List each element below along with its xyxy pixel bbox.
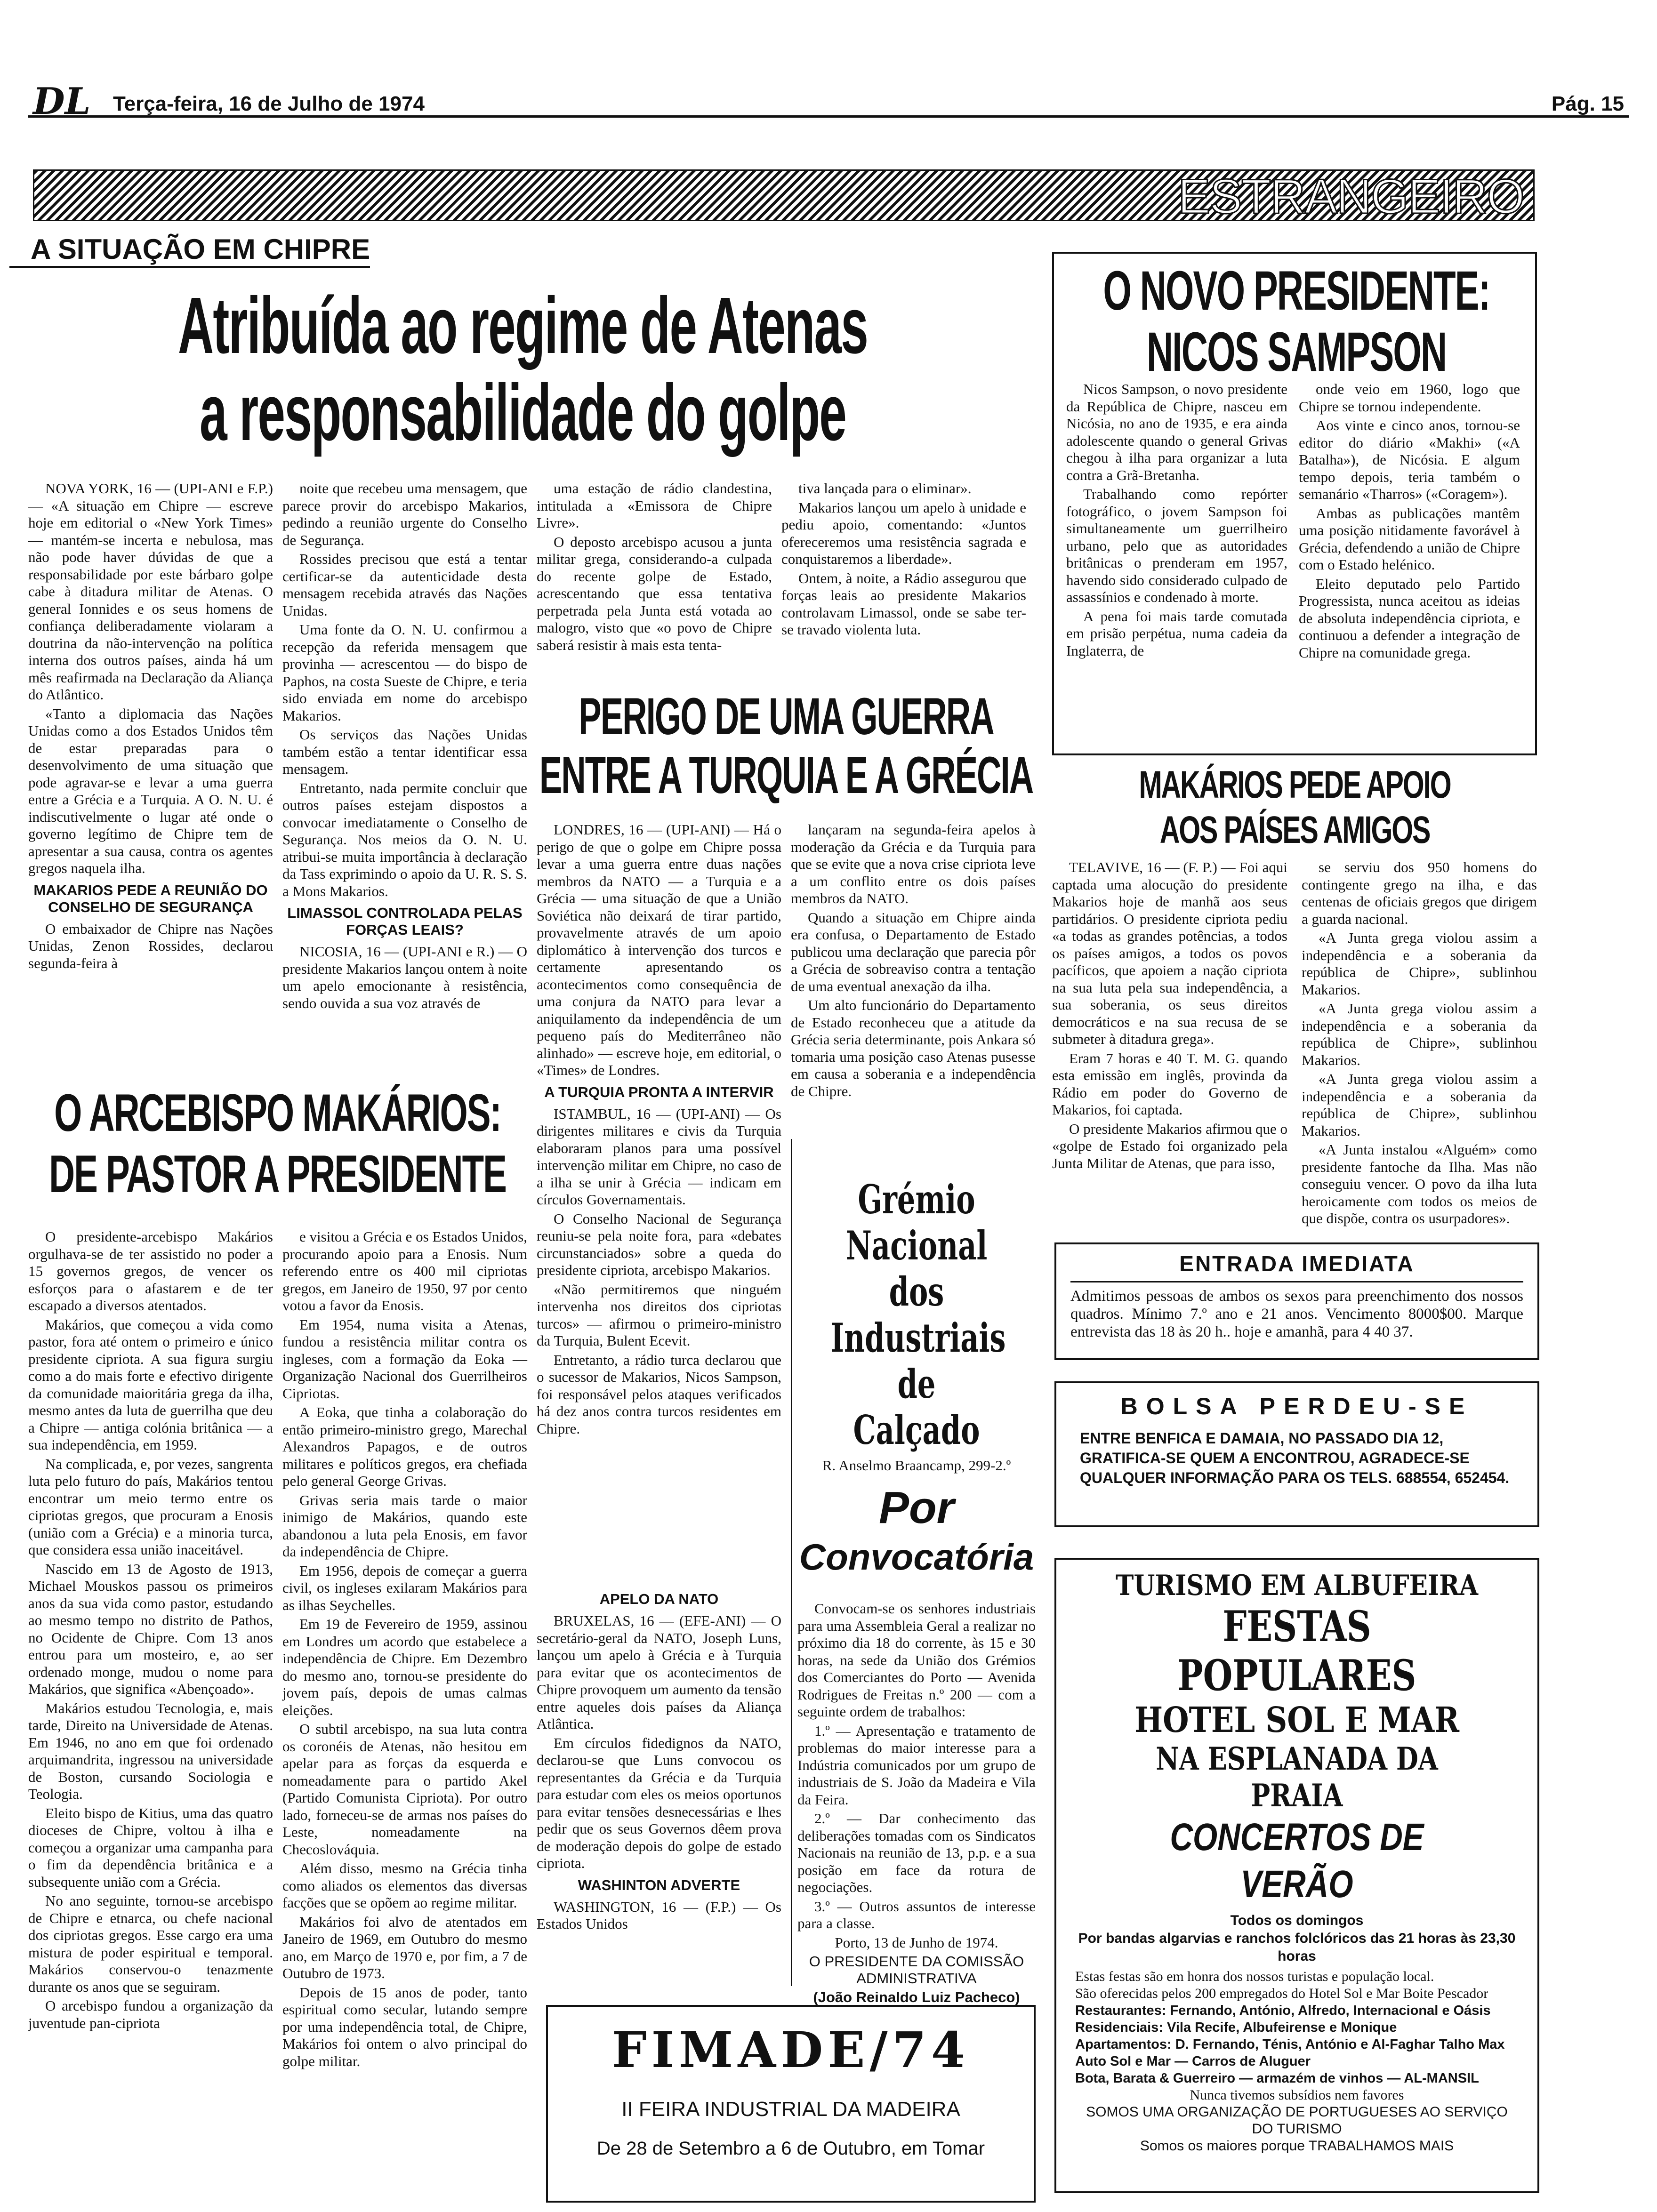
paragraph: Ontem, à noite, a Rádio assegurou que forças leais ao presidente Makarios controlavam Limassol, onde se sabe ter-se travado violenta luta. bbox=[781, 569, 1026, 638]
paragraph: Depois de 15 anos de poder, tanto espiritual como secular, lutando sempre por uma independência total, de Chipre, Makários foi ontem o alvo principal do golpe militar. bbox=[282, 1984, 527, 2069]
paragraph: uma estação de rádio clandestina, intitulada a «Emissora de Chipre Livre». bbox=[537, 480, 772, 531]
gremio-by-line2: Convocatória bbox=[799, 1536, 1034, 1578]
tourism-line-15: Nunca tivemos subsídios nem favores bbox=[1190, 2087, 1404, 2103]
paragraph: Uma fonte da O. N. U. confirmou a recepção da referida mensagem que provinha — acrescentou — do bispo de Paphos, na costa Sueste de Chipre, e teria sido enviada em nome do arcebispo Makarios. bbox=[282, 621, 527, 724]
paragraph: ISTAMBUL, 16 — (UPI-ANI) — Os dirigentes militares e civis da Turquia elaboraram planos para uma possível intervenção militar em Chipre, no caso de a ilha se unir à Grécia — indicam em círculos Governamentais. bbox=[537, 1105, 781, 1208]
lead-col-1 bbox=[28, 480, 273, 1082]
paragraph: Quando a situação em Chipre ainda era confusa, o Departamento de Estado publicou uma declaração que parecia pôr a Grécia de sobreaviso contra a tentação de uma eventual anexação da ilha. bbox=[791, 909, 1036, 994]
page-number: Pág. 15 bbox=[1551, 92, 1624, 115]
paragraph: «A Junta grega violou assim a independência e a soberania da república de Chipre», sublinhou Makarios. bbox=[1302, 1071, 1537, 1139]
appeal-headline-line1: MAKÁRIOS PEDE APOIO bbox=[1139, 763, 1451, 806]
lead-headline-line1: Atribuída ao regime de Atenas bbox=[178, 281, 868, 370]
appeal-col-1 bbox=[1052, 859, 1287, 1235]
paragraph: e visitou a Grécia e os Estados Unidos, procurando apoio para a Enosis. Num referendo entre os 400 mil cipriotas gregos, em Janeiro de 1950, 97 por cento votou a favor da Enosis. bbox=[282, 1228, 527, 1314]
paragraph: NOVA YORK, 16 — (UPI-ANI e F.P.) — «A situação em Chipre — escreve hoje em editorial o «New York Times» — mantém-se incerta e nebulosa, mas não pode haver dúvidas de que a responsabilidade por este bárbaro golpe cabe à ditadura militar de Atenas. O general Ionnides e os seus homens de confiança deliberadamente violaram a doutrina da não-intervenção na política interna dos outros países, ainda há um mês reafirmada na Declaração da Aliança do Atlântico. bbox=[28, 480, 273, 703]
tourism-line-9: São oferecidas pelos 200 empregados do Hotel Sol e Mar Boite Pescador bbox=[1075, 1986, 1488, 2001]
paragraph: TELAVIVE, 16 — (F. P.) — Foi aqui captada uma alocução do presidente Makarios hoje de manhã aos seus partidários. O presidente cipriota pediu «a todas as grandes potências, a todos os países amigos, a todos os povos pacíficos, que apoiem a nação cipriota na sua luta pela sua independência, a sua soberania, os seus direitos democráticos e na sua recusa de se submeter à ditadura grega». bbox=[1052, 859, 1287, 1047]
paragraph: Entretanto, nada permite concluir que outros países estejam dispostos a convocar imediatamente o Conselho de Segurança. Nos meios da O. N. U. atribui-se muita importância à declaração da Tass exprimindo o apoio da U. R. S. S. a Mons Makarios. bbox=[282, 779, 527, 899]
paragraph: Grivas seria mais tarde o maior inimigo de Makários, quando este abandonou a luta pela Enosis, em favor da independência de Chipre. bbox=[282, 1491, 527, 1560]
turkey-headline-line1: PERIGO DE UMA GUERRA bbox=[579, 688, 994, 745]
appeal-col-2 bbox=[1302, 859, 1537, 1235]
issue-date: Terça-feira, 16 de Julho de 1974 bbox=[113, 92, 425, 115]
paragraph: lançaram na segunda-feira apelos à moderação da Grécia e da Turquia para que se evite que a nova crise cipriota leve a um conflito entre os dois países membros da NATO. bbox=[791, 821, 1036, 906]
tourism-line-3: HOTEL SOL E MAR bbox=[1134, 1700, 1460, 1740]
gremio-item: 2.º — Dar conhecimento das deliberações tomadas com os Sindicatos Nacionais na reunião de 13, p.p. e a sua posição em face da rotura de negociações. bbox=[797, 1810, 1036, 1895]
appeal-headline-line2: AOS PAÍSES AMIGOS bbox=[1159, 809, 1430, 851]
paragraph: Eram 7 horas e 40 T. M. G. quando esta emissão em inglês, provinda da Rádio em poder do Governo de Makarios, foi captada. bbox=[1052, 1050, 1287, 1118]
lost-bag-title: BOLSA PERDEU-SE bbox=[1120, 1393, 1473, 1419]
paragraph: No ano seguinte, tornou-se arcebispo de Chipre e etnarca, ou chefe nacional dos cipriotas gregos. Esse cargo era uma mistura de poder espiritual e temporal. Makários conservou-o tenazmente durante os anos que se seguiram. bbox=[28, 1892, 273, 1995]
sampson-headline bbox=[1066, 260, 1523, 383]
paragraph: Em círculos fidedignos da NATO, declarou-se que Luns convocou os representantes da Grécia e da Turquia para estudar com eles os meios oportunos para evitar tensões desnecessárias e lhes pedir que os seus Governos dêem prova de moderação depois do golpe de estado cipriota. bbox=[537, 1734, 781, 1871]
turkey-headline-line2: ENTRE A TURQUIA E A GRÉCIA bbox=[539, 746, 1033, 804]
subheading: MAKARIOS PEDE A REUNIÃO DO CONSELHO DE SEGURANÇA bbox=[33, 882, 268, 915]
paragraph: noite que recebeu uma mensagem, que parece provir do arcebispo Makarios, pedindo a reunião urgente do Conselho de Segurança. bbox=[282, 480, 527, 548]
tourism-line-10: Restaurantes: Fernando, António, Alfredo, Internacional e Oásis bbox=[1075, 2003, 1491, 2018]
paragraph: tiva lançada para o eliminar». bbox=[798, 480, 972, 497]
subheading: APELO DA NATO bbox=[599, 1591, 719, 1607]
paragraph: «Tanto a diplomacia das Nações Unidas como a dos Estados Unidos têm de estar preparadas para o desenvolvimento de uma situação que pode agravar-se e levar a uma guerra entre a Grécia e a Turquia. A O. N. U. é indiscutivelmente o lugar até onde o governo legítimo de Chipre tem de apresentar a sua causa, contra os agentes gregos naquela ilha. bbox=[28, 705, 273, 876]
tourism-line-14: Bota, Barata & Guerreiro — armazém de vinhos — AL-MANSIL bbox=[1075, 2071, 1479, 2086]
paragraph: Na complicada, e, por vezes, sangrenta luta pelo futuro do país, Makários tentou encontrar um meio termo entre os cipriotas gregos, que procuram a Enosis (união com a Grécia) e a minoria turca, que considera essa união inaceitável. bbox=[28, 1455, 273, 1558]
newspaper-logo: DL bbox=[33, 80, 91, 123]
paragraph: Rossides precisou que está a tentar certificar-se da autenticidade desta mensagem recebida através das Nações Unidas. bbox=[282, 551, 527, 619]
paragraph: «A Junta grega violou assim a independência e a soberania da república de Chipre», sublinhou Makarios. bbox=[1302, 1000, 1537, 1068]
lead-kicker bbox=[9, 233, 395, 275]
gremio-ad bbox=[791, 1139, 1036, 2005]
tourism-line-5: CONCERTOS DE VERÃO bbox=[1170, 1816, 1424, 1906]
paragraph: «A Junta grega violou assim a independência e a soberania da república de Chipre», sublinhou Makarios. bbox=[1302, 930, 1537, 998]
lost-bag-text: ENTRE BENFICA E DAMAIA, NO PASSADO DIA 12, GRATIFICA-SE QUEM A ENCONTROU, AGRADECE-SE QUALQUER INFORMAÇÃO PARA OS TELS. 688554, 652454. bbox=[1080, 1430, 1510, 1486]
paragraph: WASHINGTON, 16 — (F.P.) — Os Estados Unidos bbox=[537, 1898, 781, 1932]
archbishop-col-2 bbox=[282, 1228, 527, 2198]
paragraph: O deposto arcebispo acusou a junta militar grega, considerando-a culpada do recente golpe de Estado, acrescentando que essa tentativa perpetrada pela Junta está votada ao malogro, visto que «o povo de Chipre saberá resistir à mais esta tenta- bbox=[537, 533, 772, 653]
sampson-headline-line1: O NOVO PRESIDENTE: bbox=[1103, 260, 1490, 322]
lead-col-4 bbox=[781, 480, 1026, 678]
sampson-col-1 bbox=[1066, 381, 1287, 661]
tourism-line-12: Apartamentos: D. Fernando, Ténis, António e Al-Faghar Talho Max bbox=[1075, 2037, 1505, 2052]
gremio-item: 3.º — Outros assuntos de interesse para a classe. bbox=[797, 1898, 1036, 1931]
kicker-text: A SITUAÇÃO EM CHIPRE bbox=[9, 233, 370, 268]
jobs-ad bbox=[1054, 1242, 1539, 1360]
tourism-line-6: Todos os domingos bbox=[1230, 1913, 1364, 1928]
gremio-item: 1.º — Apresentação e tratamento de problemas do maior interesse para a Indústria comunicados por um grupo de industriais de S. João da Madeira e Vila da Feira. bbox=[797, 1722, 1036, 1808]
turkey-col-1b bbox=[537, 1586, 781, 1981]
tourism-line-8: Estas festas são em honra dos nossos turistas e população local. bbox=[1075, 1969, 1434, 1984]
lead-col-2 bbox=[282, 480, 527, 1082]
jobs-ad-text: Admitimos pessoas de ambos os sexos para preenchimento dos nossos quadros. Mínimo 7.º ano e 21 anos. Vencimento 8000$00. Marque entrevista das 18 às 20 h.. hoje e amanhã, para 4 40 37. bbox=[1070, 1288, 1523, 1340]
paragraph: «Não permitiremos que ninguém intervenha nos direitos dos cipriotas turcos» — afirmou o primeiro-ministro da Turquia, Bulent Ecevit. bbox=[537, 1281, 781, 1349]
paragraph: O presidente Makarios afirmou que o «golpe de Estado foi organizado pela Junta Militar de Atenas, que para isso, bbox=[1052, 1120, 1288, 1171]
paragraph: Trabalhando como repórter fotográfico, o jovem Sampson foi simultaneamente um guerrilheiro urbano, pelo que as autoridades britânicas o prenderam em 1957, havendo sido considerado culpado de assassínios e condenado à morte. bbox=[1066, 486, 1287, 605]
lead-col-3 bbox=[537, 480, 772, 678]
archbishop-headline-line2: DE PASTOR A PRESIDENTE bbox=[49, 1145, 506, 1203]
paragraph: «A Junta instalou «Alguém» como presidente fantoche da Ilha. Mas não conseguiu vencer. O povo da ilha luta heroicamente com todos os meios de que dispõe, contra os usurpadores». bbox=[1302, 1141, 1537, 1226]
gremio-by-line1: Por bbox=[878, 1483, 955, 1533]
sampson-box bbox=[1052, 252, 1537, 755]
paragraph: O Conselho Nacional de Segurança reuniu-se pela noite fora, para «debates circunstanciados» sobre a queda do presidente cipriota, arcebispo Makarios. bbox=[537, 1210, 781, 1278]
tourism-ad bbox=[1054, 1558, 1539, 2193]
tourism-line-17: Somos os maiores porque TRABALHAMOS MAIS bbox=[1140, 2138, 1454, 2154]
gremio-intro: Convocam-se os senhores industriais para uma Assembleia Geral a realizar no próximo dia 18 do corrente, às 15 e 30 horas, na sede da União dos Grémios dos Comerciantes do Porto — Avenida Rodrigues de Freitas n.º 200 — com a seguinte ordem de trabalhos: bbox=[797, 1600, 1036, 1720]
subheading: WASHINTON ADVERTE bbox=[578, 1876, 740, 1893]
paragraph: A pena foi mais tarde comutada em prisão perpétua, numa cadeia da Inglaterra, de bbox=[1066, 608, 1287, 659]
fimade-subtitle: II FEIRA INDUSTRIAL DA MADEIRA bbox=[621, 2098, 960, 2121]
subheading: A TURQUIA PRONTA A INTERVIR bbox=[544, 1083, 774, 1100]
paragraph: Ambas as publicações mantêm uma posição nitidamente favorável à Grécia, defendendo a união de Chipre com o Estado helénico. bbox=[1299, 505, 1520, 573]
gremio-body bbox=[797, 1600, 1036, 2006]
gremio-title-line1: Grémio Nacional bbox=[845, 1176, 988, 1269]
gremio-date: Porto, 13 de Junho de 1974. bbox=[835, 1934, 998, 1951]
paragraph: O arcebispo fundou a organização da juventude pan-cipriota bbox=[28, 1997, 273, 2031]
paragraph: Makarios lançou um apelo à unidade e pediu apoio, comentando: «Juntos ofereceremos uma resistência sagrada e conquistaremos a liberdade». bbox=[781, 499, 1026, 567]
subheading: LIMASSOL CONTROLADA PELAS FORÇAS LEAIS? bbox=[287, 905, 523, 938]
fimade-dates: De 28 de Setembro a 6 de Outubro, em Tomar bbox=[596, 2138, 985, 2159]
appeal-headline bbox=[1052, 762, 1537, 857]
lead-headline bbox=[28, 282, 1017, 471]
jobs-ad-title: ENTRADA IMEDIATA bbox=[1070, 1251, 1523, 1282]
tourism-line-4: NA ESPLANADA DA PRAIA bbox=[1156, 1740, 1438, 1814]
paragraph: Nicos Sampson, o novo presidente da República de Chipre, nasceu em Nicósia, no ano de 1935, e era ainda adolescente quando o general Grivas chegou à ilha para organizar a luta contra a Grã-Bretanha. bbox=[1066, 381, 1287, 483]
paragraph: Nascido em 13 de Agosto de 1913, Michael Mouskos passou os primeiros anos da sua vida como pastor, estudando ao mesmo tempo no distrito de Pathos, no Ocidente de Chipre. Com 13 anos entrou para um mosteiro, e, ao ser ordenado monge, mudou o nome para Makários, que significa «Abençoado». bbox=[28, 1560, 273, 1697]
paragraph: O presidente-arcebispo Makários orgulhava-se de ter assistido no poder a 15 governos gregos, de vencer os esforços para o afastarem e de ter escapado a diversos atentados. bbox=[28, 1228, 273, 1314]
paragraph: Makários estudou Tecnologia, e, mais tarde, Direito na Universidade de Atenas. Em 1946, no ano em que foi ordenado arquimandrita, ingressou na universidade de Boston, cursando Sociologia e Teologia. bbox=[28, 1699, 273, 1802]
paragraph: Em 1956, depois de começar a guerra civil, os ingleses exilaram Makários para as ilhas Seychelles. bbox=[282, 1562, 527, 1613]
paragraph: Makários foi alvo de atentados em Janeiro de 1969, em Outubro do mesmo ano, em Março de 1970 e, por fim, a 7 de Outubro de 1973. bbox=[282, 1913, 527, 1981]
paragraph: Aos vinte e cinco anos, tornou-se editor do diário «Makhi» («A Batalha»), de Nicósia. E algum tempo depois, teria também o semanário «Tharros» («Coragem»). bbox=[1299, 417, 1520, 502]
tourism-line-11: Residenciais: Vila Recife, Albufeirense e Monique bbox=[1075, 2020, 1397, 2035]
paragraph: BRUXELAS, 16 — (EFE-ANI) — O secretário-geral da NATO, Joseph Luns, lançou um apelo à Grécia e à Turquia para evitar que os acontecimentos de Chipre provoquem um aumento da tensão entre aqueles dois países da Aliança Atlântica. bbox=[537, 1612, 781, 1732]
paragraph: Os serviços das Nações Unidas também estão a tentar identificar essa mensagem. bbox=[282, 726, 527, 777]
tourism-line-2: FESTAS POPULARES bbox=[1177, 1602, 1416, 1700]
lost-bag-ad bbox=[1054, 1381, 1539, 1527]
paragraph: Eleito deputado pelo Partido Progressista, nunca aceitou as ideias de absoluta independência cipriota, e continuou a defender a integração de Chipre na comunidade grega. bbox=[1299, 575, 1520, 661]
paragraph: NICOSIA, 16 — (UPI-ANI e R.) — O presidente Makarios lançou ontem à noite um apelo emocionante à resistência, sendo ouvida a sua voz através de bbox=[282, 943, 527, 1011]
page-header bbox=[28, 80, 1629, 123]
paragraph: Um alto funcionário do Departamento de Estado reconheceu que a atitude da Grécia seria determinante, pois Ankara só tomaria uma posição caso Atenas pusesse em causa a soberania e a independência de Chipre. bbox=[791, 997, 1036, 1099]
turkey-headline bbox=[537, 687, 1036, 814]
paragraph: Em 19 de Fevereiro de 1959, assinou em Londres um acordo que estabelece a independência de Chipre. Em Dezembro do mesmo ano, tornou-se presidente do jovem país, depois de umas calmas eleições. bbox=[282, 1616, 527, 1718]
paragraph: LONDRES, 16 — (UPI-ANI) — Há o perigo de que o golpe em Chipre possa levar a uma guerra entre duas nações membros da NATO — a Turquia e a Grécia — uma situação de que a União Soviética não deixará de tirar partido, provavelmente através de um apoio diplomático à intervenção dos turcos e certamente apresentando os acontecimentos como consequência de uma conjura da NATO para levar a aniquilamento da independência de um pequeno país do Mediterrâneo não alinhado» — escreve hoje, em editorial, o «Times» de Londres. bbox=[537, 821, 781, 1078]
lead-headline-line2: a responsabilidade do golpe bbox=[200, 368, 846, 457]
paragraph: onde veio em 1960, logo que Chipre se tornou independente. bbox=[1299, 381, 1520, 415]
fimade-title: FIMADE/74 bbox=[611, 2021, 970, 2079]
tourism-line-16: SOMOS UMA ORGANIZAÇÃO DE PORTUGUESES AO SERVIÇO DO TURISMO bbox=[1086, 2104, 1508, 2137]
gremio-address: R. Anselmo Braancamp, 299-2.º bbox=[822, 1457, 1011, 1474]
gremio-signature-name: (João Reinaldo Luiz Pacheco) bbox=[813, 1989, 1020, 2005]
tourism-line-13: Auto Sol e Mar — Carros de Aluguer bbox=[1075, 2054, 1311, 2069]
paragraph: Makários, que começou a vida como pastor, fora até ontem o primeiro e único presidente cipriota. A sua figura surgiu como a do mais forte e efectivo dirigente da comunidade maioritária grega da ilha, mesmo antes da luta de guerrilha que deu a Chipre — antiga colónia britânica — a sua independência, em 1959. bbox=[28, 1316, 273, 1453]
paragraph: se serviu dos 950 homens do contingente grego na ilha, e das centenas de oficiais gregos que dirigem a guarda nacional. bbox=[1302, 859, 1537, 927]
sampson-headline-line2: NICOS SAMPSON bbox=[1146, 321, 1447, 383]
section-label: ESTRANGEIRO bbox=[1178, 169, 1524, 224]
turkey-col-1 bbox=[537, 821, 781, 1437]
paragraph: A Eoka, que tinha a colaboração do então primeiro-ministro grego, Marechal Alexandros Papagos, e de outros militares e políticos gregos, era chefiada pelo general George Grivas. bbox=[282, 1404, 527, 1489]
archbishop-headline-line1: O ARCEBISPO MAKÁRIOS: bbox=[54, 1083, 501, 1142]
paragraph: Além disso, mesmo na Grécia tinha como aliados os elementos das diversas facções que se opõem ao regime militar. bbox=[282, 1860, 527, 1911]
turkey-col-2 bbox=[791, 821, 1036, 1141]
paragraph: O subtil arcebispo, na sua luta contra os coronéis de Atenas, não hesitou em apelar para as forças da esquerda e nomeadamente para o partido Akel (Partido Comunista Cipriota). Por outro lado, forneceu-se de armas nos países do Leste, nomeadamente na Checoslováquia. bbox=[282, 1721, 527, 1858]
gremio-title-line2: dos Industriais bbox=[830, 1268, 1006, 1361]
paragraph: Eleito bispo de Kitius, uma das quatro dioceses de Chipre, voltou à ilha e começou a organizar uma campanha para o fim da dependência britânica e a subsequente união com a Grécia. bbox=[28, 1804, 273, 1890]
sampson-col-2 bbox=[1299, 381, 1520, 663]
tourism-line-1: TURISMO EM ALBUFEIRA bbox=[1115, 1569, 1479, 1602]
paragraph: Em 1954, numa visita a Atenas, fundou a resistência militar contra os ingleses, com a formação da Eoka — Organização Nacional dos Guerrilheiros Cipriotas. bbox=[282, 1316, 527, 1402]
gremio-signature-title: O PRESIDENTE DA COMISSÃO ADMINISTRATIVA bbox=[809, 1953, 1024, 1987]
archbishop-headline bbox=[28, 1082, 527, 1224]
archbishop-col-1 bbox=[28, 1228, 273, 2198]
paragraph: O embaixador de Chipre nas Nações Unidas, Zenon Rossides, declarou segunda-feira à bbox=[28, 920, 273, 971]
tourism-line-7: Por bandas algarvias e ranchos folclóricos das 21 horas às 23,30 horas bbox=[1078, 1931, 1516, 1964]
gremio-title bbox=[797, 1177, 1036, 1453]
gremio-title-line3: de Calçado bbox=[853, 1361, 980, 1453]
fimade-ad bbox=[546, 2005, 1036, 2203]
section-banner bbox=[33, 169, 1535, 224]
gremio-by bbox=[797, 1483, 1036, 1581]
paragraph: Entretanto, a rádio turca declarou que o sucessor de Makarios, Nicos Sampson, foi responsável pelos ataques verificados há dez anos contra turcos residentes em Chipre. bbox=[537, 1351, 781, 1437]
